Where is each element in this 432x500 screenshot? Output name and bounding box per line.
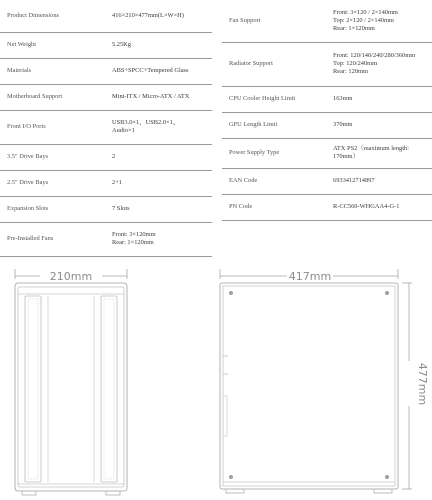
- side-view-drawing: [220, 269, 412, 493]
- spec-right-row: [222, 112, 432, 138]
- spec-right-row: [222, 168, 432, 194]
- spec-label: Power Supply Type: [229, 149, 280, 156]
- spec-table-right: [222, 0, 432, 221]
- spec-value: [326, 0, 432, 42]
- spec-value-line: Top: 120/240mm: [333, 60, 378, 67]
- front-view-drawing: [15, 269, 127, 495]
- spec-value: [105, 58, 212, 84]
- spec-value-line: 370mm: [333, 121, 353, 128]
- spec-label: 3.5" Drive Bays: [7, 153, 49, 160]
- spec-left-row: [0, 222, 212, 256]
- spec-value: [326, 168, 432, 194]
- spec-value: [326, 42, 432, 86]
- spec-value: [105, 84, 212, 110]
- spec-right-row: [222, 86, 432, 112]
- spec-left-row: [0, 0, 212, 32]
- spec-label: Front I/O Ports: [7, 123, 46, 130]
- spec-right-row: [222, 194, 432, 220]
- spec-value-line: Top: 2×120 / 2×140mm: [333, 16, 394, 24]
- spec-value-line: 163mm: [333, 95, 353, 102]
- spec-value-line: ABS+SPCC+Tempered Glass: [112, 67, 189, 74]
- spec-value: [105, 0, 212, 32]
- spec-value-line: 5.25Kg: [112, 41, 131, 48]
- spec-label: Radiator Support: [229, 60, 273, 67]
- spec-label: Product Dimensions: [7, 11, 60, 19]
- spec-value-line: Audio×1: [112, 127, 135, 134]
- spec-left-row: [0, 110, 212, 144]
- spec-value-line: Rear: 1×120mm: [112, 239, 154, 246]
- spec-value-line: 6933412714897: [333, 177, 375, 184]
- spec-value-line: 170mm）: [333, 153, 359, 160]
- spec-label: PN Code: [229, 203, 253, 210]
- spec-label: CPU Cooler Height Limit: [229, 95, 296, 102]
- dimension-drawings: [0, 256, 432, 500]
- spec-label: EAN Code: [229, 177, 258, 184]
- spec-value-line: 416×210×477mm(L×W×H): [112, 11, 184, 19]
- spec-value: [105, 222, 212, 256]
- side-length-label: 417mm: [288, 270, 332, 283]
- spec-value: [326, 112, 432, 138]
- spec-value-line: Rear: 1×120mm: [333, 24, 375, 32]
- front-width-label: 210mm: [49, 270, 93, 283]
- spec-value: [105, 32, 212, 58]
- spec-value-line: Front: 3×120mm: [112, 231, 156, 238]
- spec-label: Motherboard Support: [7, 93, 63, 100]
- spec-label: Net Weight: [7, 41, 37, 48]
- spec-label: Expansion Slots: [7, 205, 49, 212]
- spec-value-line: 7 Slots: [112, 205, 130, 212]
- spec-value-line: Front: 3×120 / 2×140mm: [333, 8, 398, 16]
- spec-value: [105, 170, 212, 196]
- spec-value-line: 2: [112, 153, 116, 160]
- spec-value-line: Rear: 120mm: [333, 68, 368, 75]
- spec-value-line: Front: 120/140/240/280/360mm: [333, 52, 416, 59]
- spec-right-row: [222, 42, 432, 86]
- spec-left-row: [0, 196, 212, 222]
- spec-label: 2.5" Drive Bays: [7, 179, 49, 186]
- spec-value: [326, 194, 432, 220]
- spec-value: [105, 144, 212, 170]
- spec-label: Pre-Installed Fans: [7, 235, 54, 242]
- spec-value-line: USB3.0×1、USB2.0×1、: [112, 119, 180, 126]
- spec-label: GPU Length Limit: [229, 121, 278, 128]
- spec-left-row: [0, 32, 212, 58]
- spec-value-line: Mini-ITX / Micro-ATX / ATX: [112, 93, 190, 100]
- spec-value: [326, 86, 432, 112]
- spec-left-row: [0, 144, 212, 170]
- spec-left-row: [0, 84, 212, 110]
- spec-value-line: ATX PS2（maximum length:: [333, 145, 409, 152]
- spec-table-left: [0, 0, 212, 257]
- spec-label: Materials: [7, 67, 32, 74]
- spec-right-row: [222, 138, 432, 168]
- spec-left-row: [0, 58, 212, 84]
- spec-left-row: [0, 170, 212, 196]
- spec-label: Fan Support: [229, 16, 261, 24]
- spec-value: [105, 196, 212, 222]
- side-height-label: 477mm: [416, 362, 429, 406]
- spec-value-line: R-CC560-WHGAA4-G-1: [333, 203, 400, 210]
- spec-value: [105, 110, 212, 144]
- spec-value: [326, 138, 432, 168]
- spec-value-line: 2+1: [112, 179, 122, 186]
- spec-right-row: [222, 0, 432, 42]
